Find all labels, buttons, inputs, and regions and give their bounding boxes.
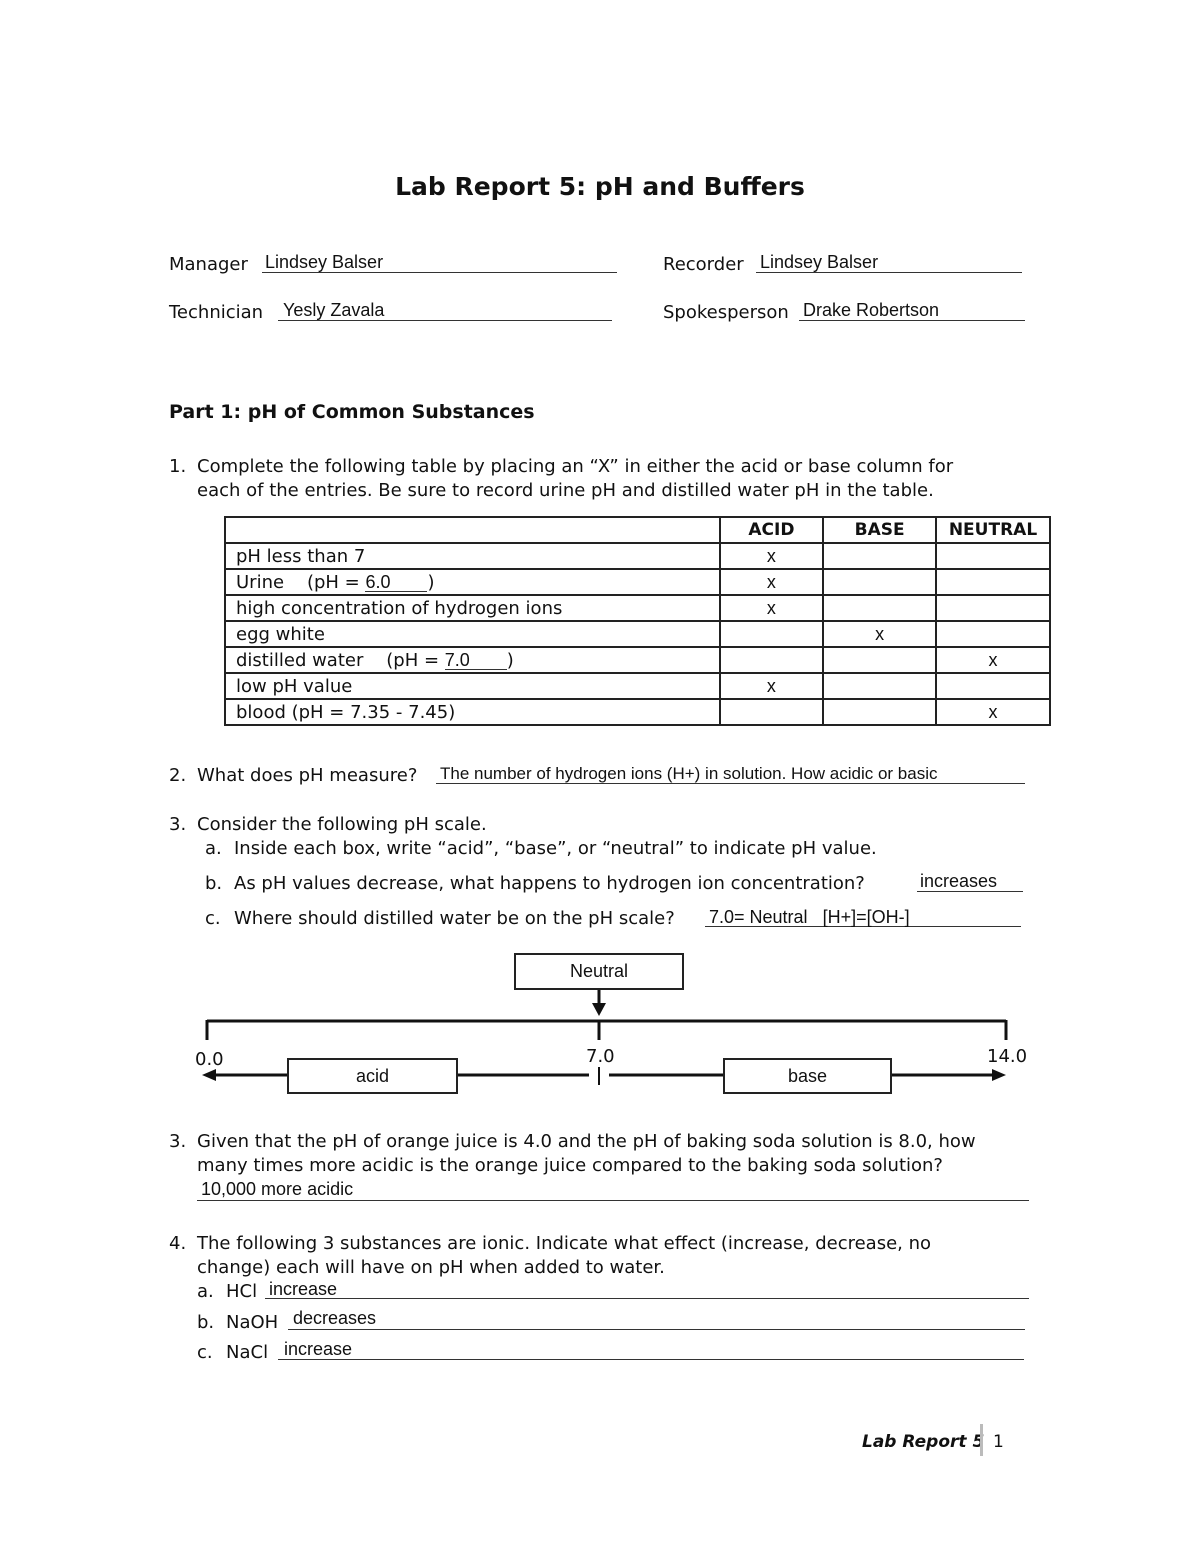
q1-number: 1. <box>169 456 187 477</box>
row-label <box>225 647 720 673</box>
table-row <box>225 673 1050 699</box>
footer-divider <box>980 1424 983 1456</box>
q3c-text: Where should distilled water be on the pH scale? <box>234 908 675 929</box>
table-header-cell <box>225 517 720 543</box>
q1-text-line1: Complete the following table by placing an “X” in either the acid or base column for <box>197 456 954 477</box>
q2-text: What does pH measure? <box>197 765 418 786</box>
distilled-water-ph-field[interactable]: 7.0 <box>445 651 507 670</box>
q3a-letter: a. <box>205 838 222 859</box>
q4b-answer: decreases <box>293 1308 377 1328</box>
base-cell[interactable] <box>823 699 936 725</box>
table-row <box>225 647 1050 673</box>
technician-label: Technician <box>169 302 264 323</box>
acid-cell[interactable] <box>720 699 824 725</box>
base-cell[interactable]: x <box>823 621 936 647</box>
table-row <box>225 699 1050 725</box>
base-cell[interactable] <box>823 569 936 595</box>
row-label: egg white <box>225 621 720 647</box>
distilled-water-label: distilled water (pH = <box>236 649 445 671</box>
axis-right-arrow <box>992 1069 1006 1081</box>
base-cell[interactable] <box>823 647 936 673</box>
manager-value: Lindsey Balser <box>265 252 384 272</box>
axis-left-arrow <box>202 1069 216 1081</box>
q2-number: 2. <box>169 765 187 786</box>
footer-label: Lab Report 5 <box>862 1432 985 1452</box>
row-label: high concentration of hydrogen ions <box>225 595 720 621</box>
q4c-answer-field[interactable] <box>278 1359 1024 1360</box>
ph-table <box>224 516 1051 726</box>
q4b-answer-field[interactable] <box>288 1329 1025 1330</box>
q4a-letter: a. <box>197 1281 214 1302</box>
q3-text: Consider the following pH scale. <box>197 814 487 835</box>
q1-text-line2: each of the entries. Be sure to record urine pH and distilled water pH in the table. <box>197 480 934 501</box>
q4c-answer: increase <box>284 1339 353 1359</box>
distilled-water-label-close: ) <box>506 649 514 671</box>
acid-cell[interactable]: x <box>720 595 824 621</box>
part1-title: Part 1: pH of Common Substances <box>169 401 535 423</box>
q2-answer: The number of hydrogen ions (H+) in solution. How acidic or basic <box>440 764 938 783</box>
neutral-cell[interactable] <box>936 673 1050 699</box>
scale-min-label: 0.0 <box>195 1049 224 1070</box>
q3-oj-line2: many times more acidic is the orange juice compared to the baking soda solution? <box>197 1155 943 1176</box>
row-label: blood (pH = 7.35 - 7.45) <box>225 699 720 725</box>
row-label: pH less than 7 <box>225 543 720 569</box>
page-number: 1 <box>993 1432 1004 1452</box>
neutral-box[interactable]: Neutral <box>514 953 684 990</box>
urine-label: Urine (pH = <box>236 571 366 593</box>
q4-line2: change) each will have on pH when added to water. <box>197 1257 665 1278</box>
spokesperson-label: Spokesperson <box>663 302 789 323</box>
table-row <box>225 543 1050 569</box>
q3c-answer: 7.0= Neutral [H+]=[OH-] <box>709 907 910 927</box>
neutral-cell[interactable] <box>936 569 1050 595</box>
q3-oj-number: 3. <box>169 1131 187 1152</box>
table-row <box>225 621 1050 647</box>
base-cell[interactable] <box>823 543 936 569</box>
neutral-cell[interactable] <box>936 621 1050 647</box>
neutral-cell[interactable]: x <box>936 647 1050 673</box>
technician-value: Yesly Zavala <box>283 300 385 320</box>
table-header-acid: ACID <box>720 517 824 543</box>
neutral-cell[interactable] <box>936 543 1050 569</box>
q3c-letter: c. <box>205 908 221 929</box>
table-row <box>225 595 1050 621</box>
q4-line1: The following 3 substances are ionic. Indicate what effect (increase, decrease, no <box>197 1233 932 1254</box>
q3-oj-answer-field[interactable] <box>197 1200 1029 1201</box>
row-label <box>225 569 720 595</box>
urine-ph-field[interactable]: 6.0 <box>365 573 427 592</box>
neutral-arrow-head <box>592 1003 606 1016</box>
q4a-answer-field[interactable] <box>265 1298 1029 1299</box>
base-cell[interactable] <box>823 595 936 621</box>
table-header-base: BASE <box>823 517 936 543</box>
recorder-value: Lindsey Balser <box>760 252 879 272</box>
q4b-label: NaOH <box>226 1312 279 1333</box>
page-title: Lab Report 5: pH and Buffers <box>395 172 805 201</box>
table-header-row <box>225 517 1050 543</box>
acid-cell[interactable]: x <box>720 569 824 595</box>
q4a-answer: increase <box>269 1279 338 1299</box>
table-row <box>225 569 1050 595</box>
acid-cell[interactable]: x <box>720 673 824 699</box>
urine-label-close: ) <box>427 571 435 593</box>
acid-cell[interactable] <box>720 647 824 673</box>
q3b-letter: b. <box>205 873 223 894</box>
q3-number: 3. <box>169 814 187 835</box>
base-box[interactable]: base <box>723 1058 892 1094</box>
q4b-letter: b. <box>197 1312 215 1333</box>
q4c-label: NaCl <box>226 1342 269 1363</box>
row-label: low pH value <box>225 673 720 699</box>
q3b-text: As pH values decrease, what happens to hydrogen ion concentration? <box>234 873 865 894</box>
q4c-letter: c. <box>197 1342 213 1363</box>
q3a-text: Inside each box, write “acid”, “base”, or “neutral” to indicate pH value. <box>234 838 877 859</box>
q4-number: 4. <box>169 1233 187 1254</box>
acid-cell[interactable] <box>720 621 824 647</box>
recorder-label: Recorder <box>663 254 744 275</box>
q3b-answer: increases <box>920 871 998 891</box>
acid-box[interactable]: acid <box>287 1058 458 1094</box>
scale-max-label: 14.0 <box>987 1046 1028 1067</box>
acid-cell[interactable]: x <box>720 543 824 569</box>
neutral-cell[interactable] <box>936 595 1050 621</box>
spokesperson-value: Drake Robertson <box>803 300 940 320</box>
manager-label: Manager <box>169 254 248 275</box>
q3-oj-answer: 10,000 more acidic <box>201 1179 354 1199</box>
q3-oj-line1: Given that the pH of orange juice is 4.0 and the pH of baking soda solution is 8.0, how <box>197 1131 976 1152</box>
scale-mid-label: 7.0 <box>586 1046 615 1067</box>
q4a-label: HCl <box>226 1281 258 1302</box>
neutral-cell[interactable]: x <box>936 699 1050 725</box>
table-header-neutral: NEUTRAL <box>936 517 1050 543</box>
base-cell[interactable] <box>823 673 936 699</box>
